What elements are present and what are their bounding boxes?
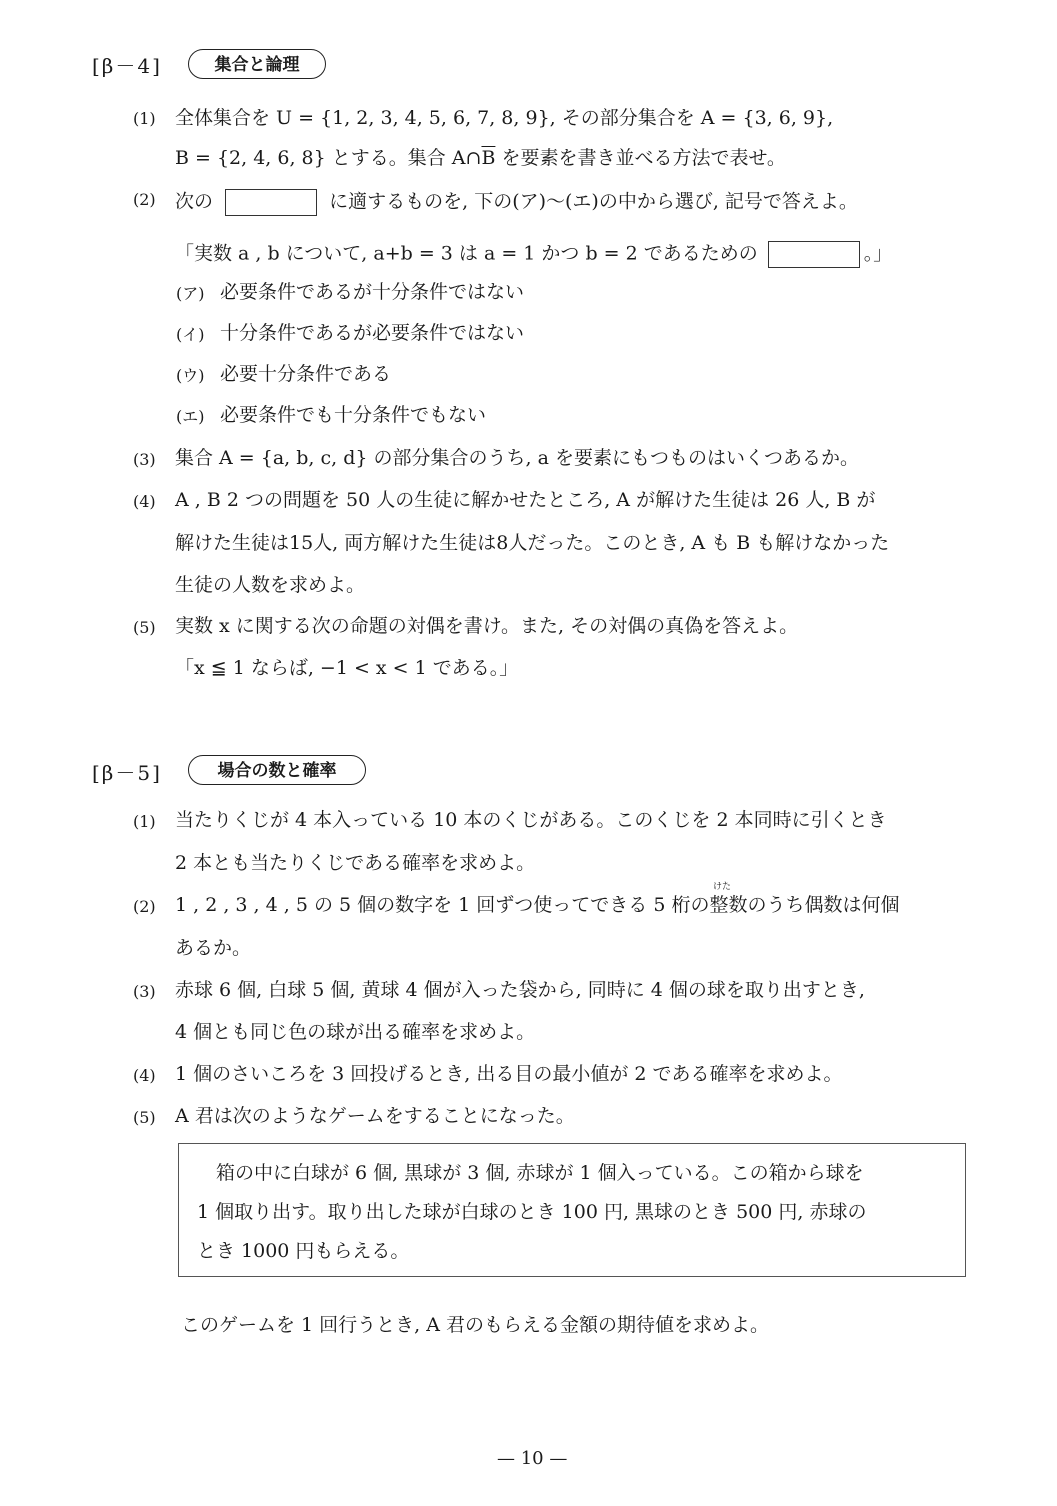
choice-mark: (イ): [176, 325, 205, 344]
section-title-b5: 場合の数と確率: [188, 755, 366, 785]
section-label-b5: [β－5]: [92, 761, 162, 785]
problem-text-line: 2 本とも当たりくじである確率を求めよ。: [175, 852, 536, 874]
problem-number: (4): [133, 1066, 156, 1085]
problem-number: (5): [133, 1108, 156, 1127]
problem-text-line: 実数 x に関する次の命題の対偶を書け。また, その対偶の真偽を答えよ。: [175, 615, 799, 637]
answer-blank-box: [768, 241, 860, 268]
problem-number: (5): [133, 618, 156, 637]
choice-text: 必要条件でも十分条件でもない: [220, 404, 487, 426]
problem-text-line: [175, 241, 892, 268]
problem-text-line: あるか。: [175, 937, 252, 959]
problem-text-line: 「x ≦ 1 ならば, −1 < x < 1 である。」: [175, 657, 519, 679]
section-title-b4: 集合と論理: [188, 49, 326, 79]
problem-text-line: 生徒の人数を求めよ。: [175, 574, 366, 596]
problem-number: (4): [133, 492, 156, 511]
ruby-reading: けた: [713, 882, 732, 892]
problem-number: (1): [133, 109, 156, 128]
answer-blank-box: [225, 189, 317, 216]
choice-mark: (エ): [176, 407, 205, 426]
problem-number: (2): [133, 190, 156, 209]
choice-mark: (ウ): [176, 366, 205, 385]
box-text-line: 1 個取り出す。取り出した球が白球のとき 100 円, 黒球のとき 500 円, 赤球の: [197, 1201, 867, 1223]
problem-text-fragment: B = {2, 4, 6, 8} とする。集合 A∩: [175, 147, 482, 169]
problem-text-line: [175, 189, 858, 216]
problem-number: (1): [133, 812, 156, 831]
page-number: — 10 —: [497, 1448, 568, 1469]
problem-text-line: 解けた生徒は15人, 両方解けた生徒は8人だった。このとき, A も B も解けなかった: [175, 532, 890, 554]
problem-text-line: 当たりくじが 4 本入っている 10 本のくじがある。このくじを 2 本同時に引くとき: [175, 809, 887, 831]
problem-text-line: A , B 2 つの問題を 50 人の生徒に解かせたところ, A が解けた生徒は 26 人, B が: [175, 489, 876, 511]
problem-number: (2): [133, 897, 156, 916]
problem-text-line: 全体集合を U = {1, 2, 3, 4, 5, 6, 7, 8, 9}, その部分集合を A = {3, 6, 9},: [175, 107, 834, 129]
problem-text-line: A 君は次のようなゲームをすることになった。: [175, 1105, 575, 1127]
problem-text-line: 集合 A = {a, b, c, d} の部分集合のうち, a を要素にもつものはいくつあるか。: [175, 447, 859, 469]
game-rules-box: [178, 1143, 966, 1277]
section-label-b4: [β－4]: [92, 54, 162, 78]
problem-number: (3): [133, 982, 156, 1001]
problem-text-line: [175, 149, 786, 168]
choice-mark: (ア): [176, 284, 205, 303]
problem-text-fragment: に適するものを, 下の(ア)～(エ)の中から選び, 記号で答えよ。: [329, 190, 858, 213]
set-complement-b: $\overline{B}$: [481, 147, 496, 169]
problem-text-fragment: 。」: [863, 242, 893, 265]
problem-text-fragment: 「実数 a , b について, a+b = 3 は a = 1 かつ b = 2 であるための: [175, 242, 758, 265]
choice-text: 必要十分条件である: [220, 363, 392, 385]
problem-text-line: 1 個のさいころを 3 回投げるとき, 出る目の最小値が 2 である確率を求めよ。: [175, 1063, 843, 1085]
problem-text-fragment: を要素を書き並べる方法で表せ。: [495, 147, 786, 169]
choice-text: 必要条件であるが十分条件ではない: [220, 281, 525, 303]
problem-text-line: このゲームを 1 回行うとき, A 君のもらえる金額の期待値を求めよ。: [181, 1314, 770, 1336]
problem-text-line: 1 , 2 , 3 , 4 , 5 の 5 個の数字を 1 回ずつ使ってできる 5 桁の整数のうち偶数は何個: [175, 894, 900, 916]
problem-text-line: 赤球 6 個, 白球 5 個, 黄球 4 個が入った袋から, 同時に 4 個の球を取り出すとき,: [175, 979, 865, 1001]
box-text-line: 箱の中に白球が 6 個, 黒球が 3 個, 赤球が 1 個入っている。この箱から球を: [197, 1162, 864, 1184]
problem-text-line: 4 個とも同じ色の球が出る確率を求めよ。: [175, 1021, 536, 1043]
problem-text-fragment: 次の: [175, 190, 214, 213]
choice-text: 十分条件であるが必要条件ではない: [220, 322, 525, 344]
problem-number: (3): [133, 450, 156, 469]
box-text-line: とき 1000 円もらえる。: [197, 1240, 410, 1262]
